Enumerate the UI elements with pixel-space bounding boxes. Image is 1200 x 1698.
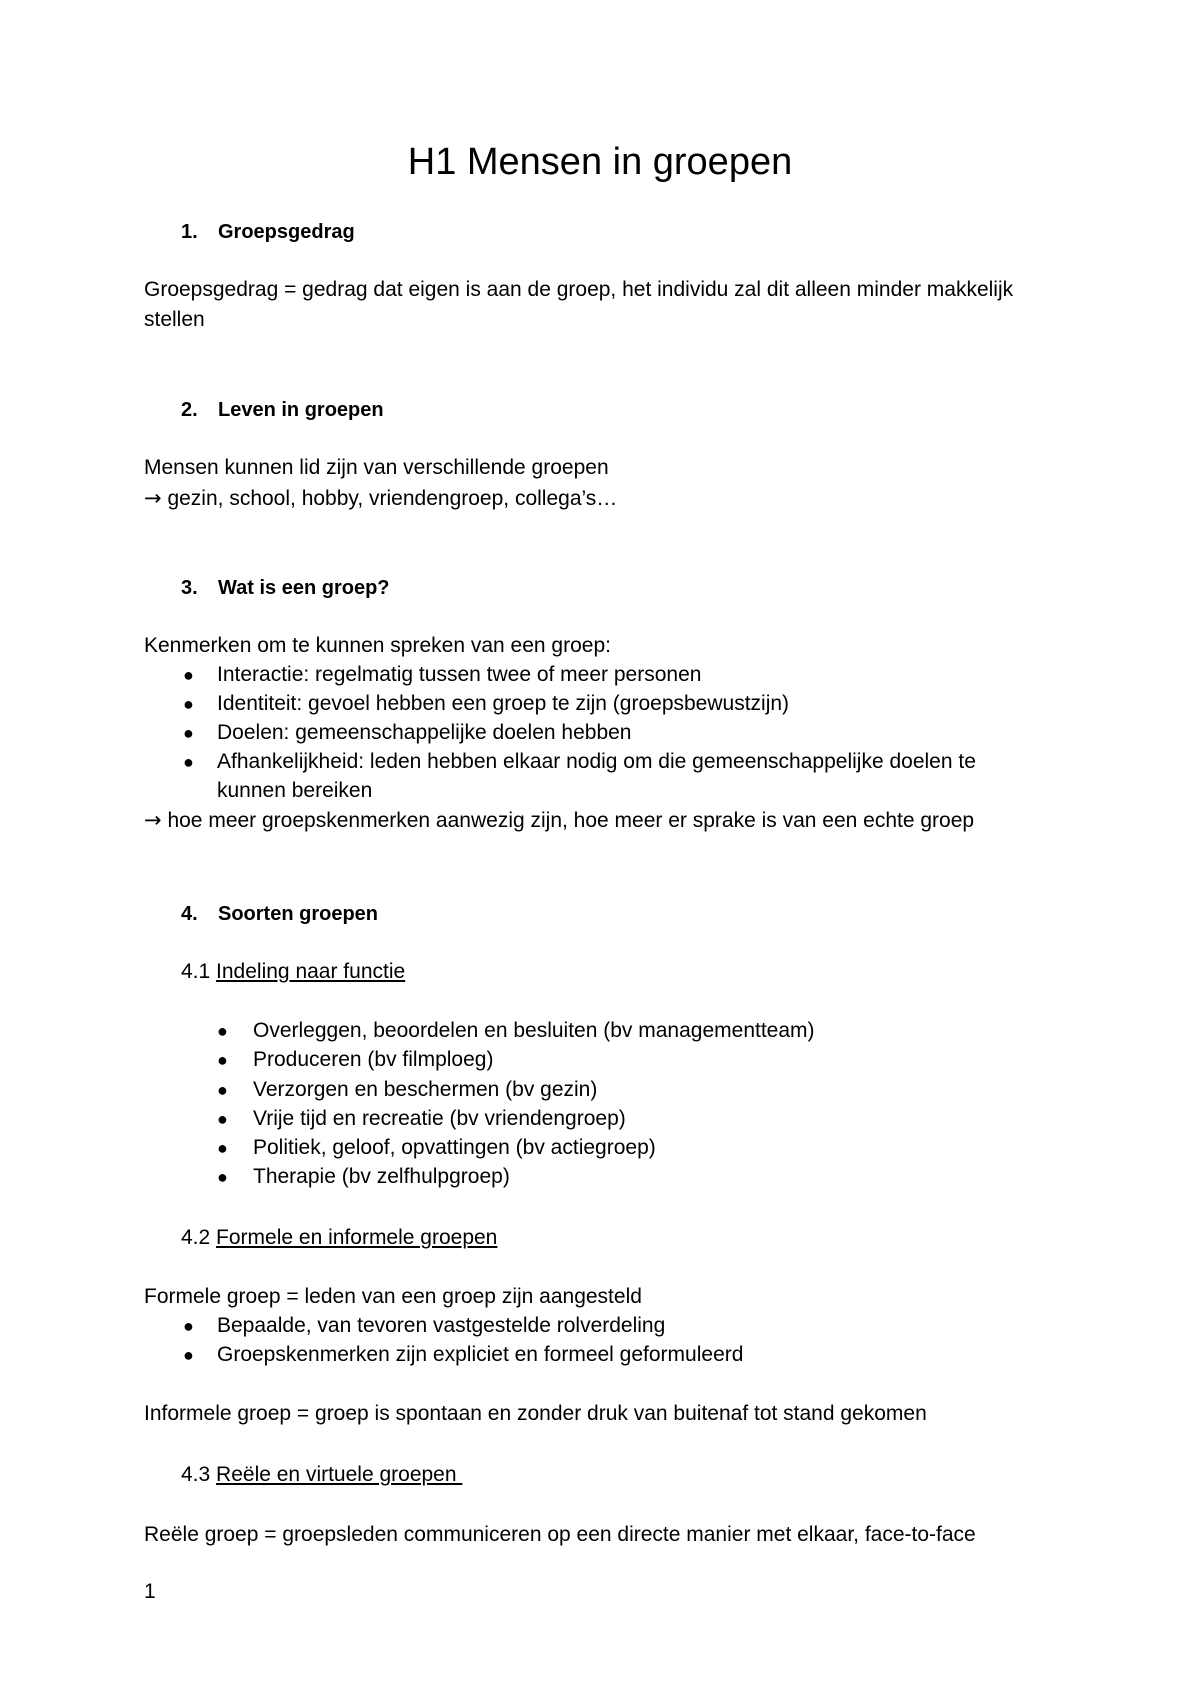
bullet-icon: ●	[217, 1080, 228, 1100]
bullet-icon: ●	[183, 723, 194, 743]
bullet-icon: ●	[217, 1109, 228, 1129]
subsection-number: 4.1	[181, 960, 211, 983]
bullet-icon: ●	[183, 1345, 194, 1365]
list-item: Doelen: gemeenschappelijke doelen hebben	[217, 721, 632, 744]
section-number: 2.	[181, 399, 198, 421]
paragraph-line: stellen	[144, 308, 205, 331]
list-item: Interactie: regelmatig tussen twee of meer personen	[217, 663, 702, 686]
list-item: Vrije tijd en recreatie (bv vriendengroep)	[253, 1107, 626, 1130]
paragraph-line: Reële groep = groepsleden communiceren op een directe manier met elkaar, face-to-face	[144, 1523, 976, 1546]
bullet-icon: ●	[217, 1167, 228, 1187]
section-1-heading	[181, 218, 355, 246]
section-4-heading	[181, 900, 378, 928]
section-title: Groepsgedrag	[218, 221, 355, 243]
section-number: 1.	[181, 221, 198, 243]
bullet-icon: ●	[183, 665, 194, 685]
section-title: Soorten groepen	[218, 903, 379, 925]
right-arrow-icon: →	[144, 486, 162, 510]
list-item: Overleggen, beoordelen en besluiten (bv managementteam)	[253, 1019, 815, 1042]
list-item: Produceren (bv filmploeg)	[253, 1048, 494, 1071]
right-arrow-icon: →	[144, 808, 162, 832]
bullet-icon: ●	[183, 1316, 194, 1336]
subsection-4-3-heading	[181, 1461, 462, 1489]
page-number: 1	[144, 1580, 156, 1603]
section-number: 3.	[181, 577, 198, 599]
subsection-title: Indeling naar functie	[216, 960, 406, 983]
bullet-icon: ●	[183, 694, 194, 714]
paragraph-line: Groepsgedrag = gedrag dat eigen is aan de groep, het individu zal dit alleen minder makkelijk	[144, 278, 1014, 301]
section-3-heading	[181, 574, 390, 602]
paragraph-line	[144, 484, 617, 513]
subsection-number: 4.2	[181, 1226, 211, 1249]
section-title: Leven in groepen	[218, 399, 384, 421]
paragraph-line: Mensen kunnen lid zijn van verschillende groepen	[144, 456, 609, 479]
page-title: H1 Mensen in groepen	[407, 141, 793, 183]
subsection-title: Formele en informele groepen	[216, 1226, 498, 1249]
subsection-title: Reële en virtuele groepen	[216, 1463, 463, 1486]
list-item-continuation: kunnen bereiken	[217, 779, 373, 802]
bullet-icon: ●	[217, 1050, 228, 1070]
list-item: Verzorgen en beschermen (bv gezin)	[253, 1078, 598, 1101]
list-item: Groepskenmerken zijn expliciet en formeel geformuleerd	[217, 1343, 744, 1366]
paragraph-line	[144, 806, 974, 835]
paragraph-line: Formele groep = leden van een groep zijn aangesteld	[144, 1285, 642, 1308]
subsection-4-2-heading	[181, 1224, 497, 1252]
list-item: Afhankelijkheid: leden hebben elkaar nodig om die gemeenschappelijke doelen te	[217, 750, 976, 773]
arrow-text: gezin, school, hobby, vriendengroep, collega’s…	[167, 487, 618, 510]
bullet-icon: ●	[183, 752, 194, 772]
list-item: Identiteit: gevoel hebben een groep te zijn (groepsbewustzijn)	[217, 692, 790, 715]
paragraph-line: Kenmerken om te kunnen spreken van een groep:	[144, 634, 611, 657]
subsection-number: 4.3	[181, 1463, 211, 1486]
list-item: Bepaalde, van tevoren vastgestelde rolverdeling	[217, 1314, 666, 1337]
subsection-4-1-heading	[181, 958, 405, 986]
list-item: Therapie (bv zelfhulpgroep)	[253, 1165, 510, 1188]
paragraph-line: Informele groep = groep is spontaan en zonder druk van buitenaf tot stand gekomen	[144, 1402, 927, 1425]
arrow-text: hoe meer groepskenmerken aanwezig zijn, hoe meer er sprake is van een echte groep	[167, 809, 975, 832]
bullet-icon: ●	[217, 1021, 228, 1041]
bullet-icon: ●	[217, 1138, 228, 1158]
list-item: Politiek, geloof, opvattingen (bv actiegroep)	[253, 1136, 656, 1159]
section-number: 4.	[181, 903, 198, 925]
section-title: Wat is een groep?	[218, 577, 390, 599]
section-2-heading	[181, 396, 384, 424]
